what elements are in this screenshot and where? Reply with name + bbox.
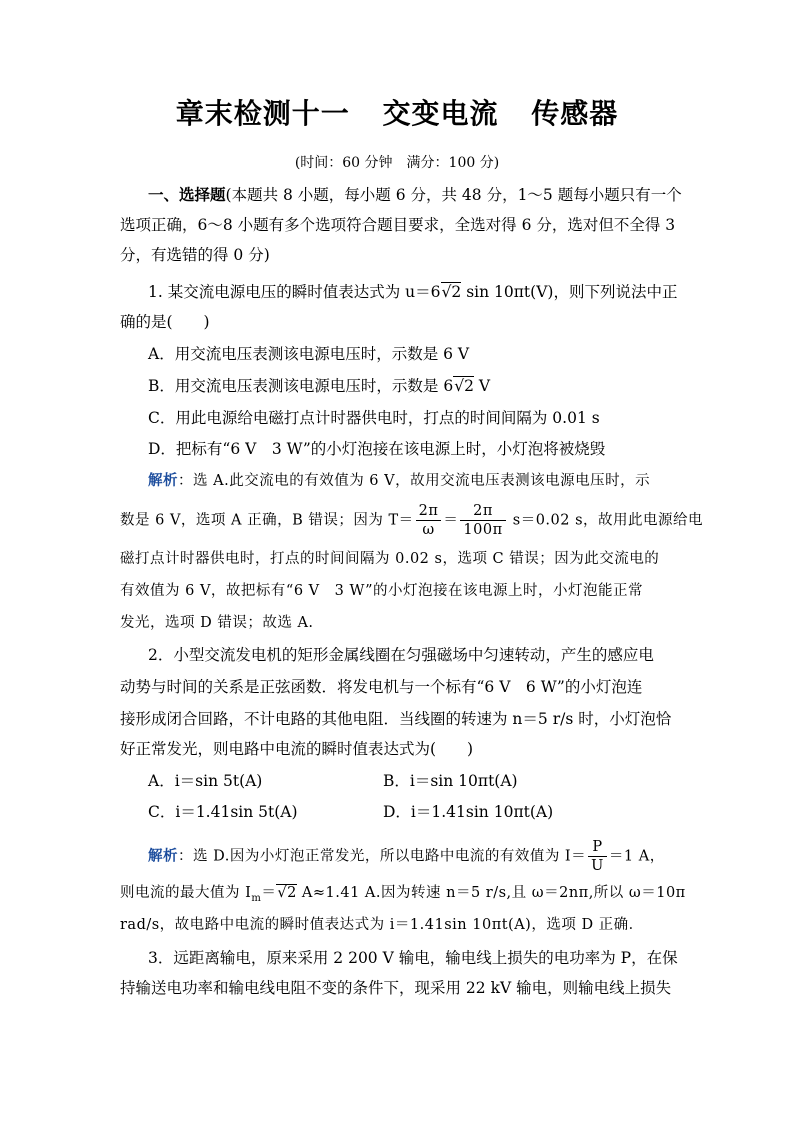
fraction-denominator: U [591,858,604,874]
page-title [0,92,794,132]
title-part-2: 交变电流 [382,97,499,130]
q2-solution-line-2 [120,881,686,911]
fraction-denominator: ω [422,522,435,538]
q1-stem-text: 1. 某交流电源电压的瞬时值表达式为 u＝6 [148,283,441,301]
sqrt-symbol: √2 [454,377,474,395]
section-text: (本题共 8 小题，每小题 6 分，共 48 分，1～5 题每小题只有一个 [225,186,682,204]
subscript: m [251,892,262,904]
q2-solution-text-2: ＝1 A， [608,848,665,865]
solution-label: 解析 [148,847,178,865]
fraction [588,838,607,875]
q1-solution-line-5: 发光，选项 D 错误；故选 A. [120,615,314,631]
fraction-numerator: 2π [460,502,505,521]
section-instructions-line-1 [148,183,682,207]
q1-option-b [148,374,704,398]
q1-stem-text-2: sin 10πt(V)，则下列说法中正 [461,283,678,301]
question-3-stem-2: 持输送电功率和输电线电阻不变的条件下，现采用 22 kV 输电，则输电线上损失 [120,979,672,997]
q2-solution-text-4: A≈1.41 A.因为转速 n＝5 r/s,且 ω＝2nπ,所以 ω＝10π [296,885,686,901]
q1-solution-text-3: s＝0.02 s，故用此电源给电 [507,512,704,529]
fraction-numerator: 2π [416,502,442,521]
fraction-denominator: 100π [463,522,503,538]
sqrt-value: 2 [287,885,297,901]
sqrt-value: 2 [464,377,474,395]
q2-solution-text: ：选 D.因为小灯泡正常发光，所以电路中电流的有效值为 I＝ [178,848,587,865]
q2-option-d: D．i＝1.41sin 10πt(A) [383,803,554,821]
q1-option-a: A．用交流电压表测该电源电压时，示数是 6 V [148,345,470,363]
q2-option-c: C．i＝1.41sin 5t(A) [148,803,298,821]
q2-solution-line-1 [148,838,676,875]
q1-solution-line-4: 有效值为 6 V，故把标有“6 V 3 W”的小灯泡接在该电源上时，小灯泡能正常 [120,583,644,599]
exam-info: (时间：60 分钟 满分：100 分) [294,155,500,171]
sqrt-symbol: √2 [277,885,297,901]
question-2-stem-4: 好正常发光，则电路中电流的瞬时值表达式为( ) [120,740,474,758]
fraction [416,502,442,539]
q2-solution-text-3: 则电流的最大值为 I [120,885,252,901]
section-instructions-line-3: 分，有选错的得 0 分) [120,246,270,264]
section-heading: 一、选择题 [148,185,226,204]
q1-solution-text: ：选 A.此交流电的有效值为 6 V，故用交流电压表测该电源电压时，示 [178,473,651,489]
fraction [460,502,505,539]
q1-option-b-text: B．用交流电压表测该电源电压时，示数是 6 [148,377,454,395]
equals-sign: ＝ [443,512,459,529]
title-part-3: 传感器 [531,97,619,130]
q2-option-a: A．i＝sin 5t(A) [148,772,263,790]
q2-solution-line-3: rad/s，故电路中电流的瞬时值表达式为 i＝1.41sin 10πt(A)，选项 D 正确． [120,917,644,933]
q2-option-b: B．i＝sin 10πt(A) [383,772,518,790]
equals-sign: ＝ [261,885,277,901]
q1-solution-line-3: 磁打点计时器供电时，打点的时间间隔为 0.02 s，选项 C 错误；因为此交流电的 [120,551,660,567]
sqrt-symbol: √2 [441,283,462,301]
question-2-stem-3: 接形成闭合回路，不计电路的其他电阻．当线圈的转速为 n＝5 r/s 时，小灯泡恰 [120,710,672,728]
question-1-stem-2: 确的是( ) [120,313,210,331]
question-2-stem-1: 2．小型交流发电机的矩形金属线圈在匀强磁场中匀速转动，产生的感应电 [148,646,654,664]
sqrt-value: 2 [451,283,462,301]
q1-solution-line-2 [120,502,704,539]
q1-option-d: D．把标有“6 V 3 W”的小灯泡接在该电源上时，小灯泡将被烧毁 [148,440,606,458]
q1-solution-text-2: 数是 6 V，选项 A 正确，B 错误；因为 T＝ [120,512,414,529]
question-3-stem-1: 3．远距离输电，原来采用 2 200 V 输电，输电线上损失的电功率为 P，在保 [148,949,678,967]
solution-label: 解析 [148,472,178,489]
title-part-1: 章末检测十一 [175,97,350,130]
fraction-numerator: P [588,838,607,857]
question-2-stem-2: 动势与时间的关系是正弦函数．将发电机与一个标有“6 V 6 W”的小灯泡连 [120,678,643,696]
question-1-stem [148,280,676,304]
q1-option-c: C．用此电源给电磁打点计时器供电时，打点的时间间隔为 0.01 s [148,409,600,427]
q1-solution-line-1 [148,469,676,493]
section-instructions-line-2: 选项正确，6～8 小题有多个选项符合题目要求，全选对得 6 分，选对但不全得 3 [120,216,676,234]
q1-option-b-unit: V [473,377,491,395]
